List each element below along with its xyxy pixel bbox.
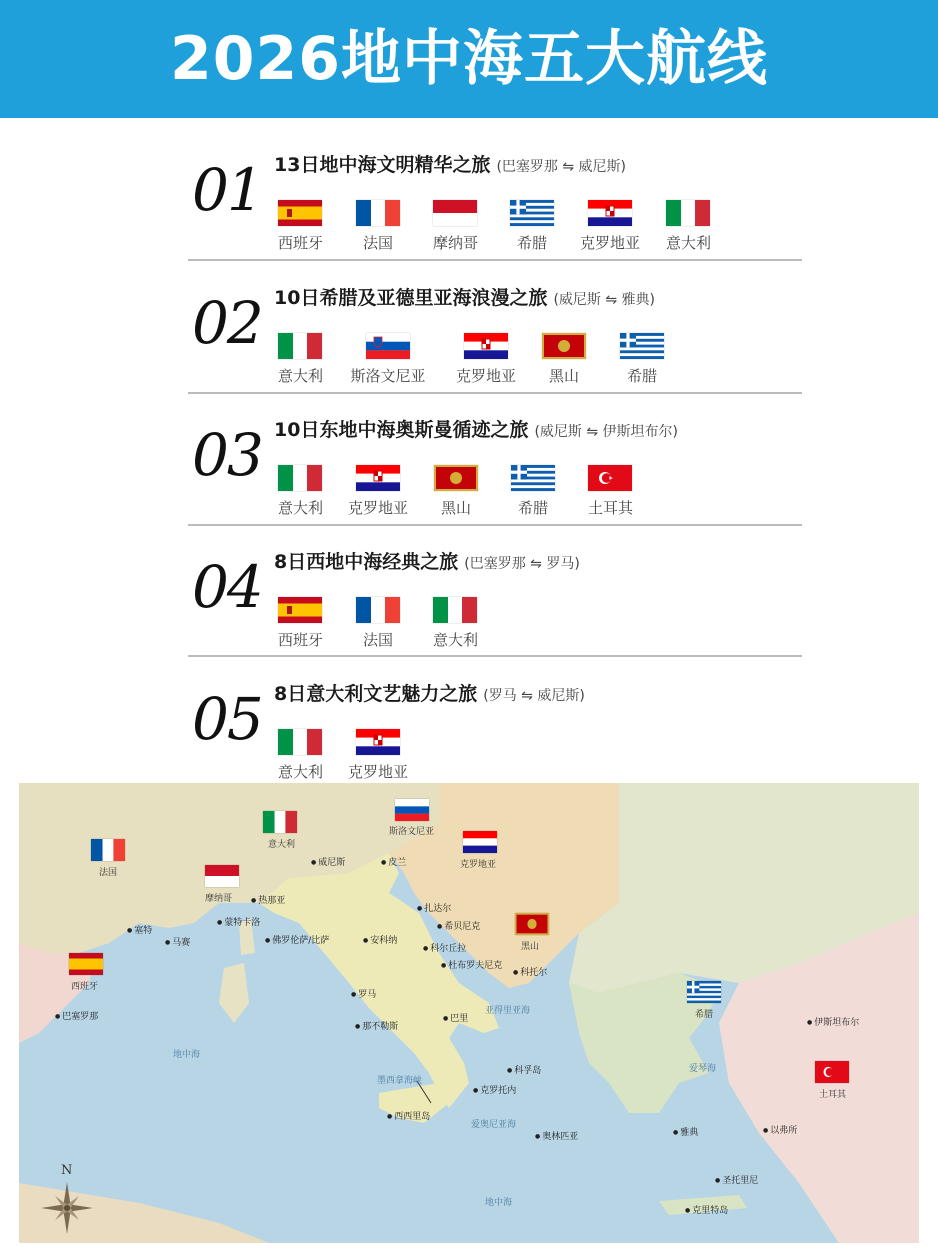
montenegro-flag-icon xyxy=(434,465,478,491)
header-banner xyxy=(0,0,938,118)
city-marker: ● 巴里 xyxy=(443,1011,468,1024)
france-flag-icon xyxy=(356,597,400,623)
compass-north-label: N xyxy=(61,1163,73,1178)
route-item xyxy=(188,657,802,789)
country-montenegro: 黑山 xyxy=(542,321,622,383)
italy-flag-icon xyxy=(278,465,322,491)
country-france: 法国 xyxy=(356,585,436,647)
route-number: 04 xyxy=(192,553,262,621)
city-marker: ● 希贝尼克 xyxy=(437,919,480,932)
city-marker: ● 科孚岛 xyxy=(507,1063,541,1076)
country-croatia: 克罗地亚 xyxy=(588,188,668,250)
croatia-flag-icon xyxy=(463,831,497,853)
route-title xyxy=(274,283,655,310)
country-spain: 西班牙 xyxy=(278,188,358,250)
city-marker: ● 科尔丘拉 xyxy=(423,941,466,954)
route-title-main: 10日东地中海奥斯曼循迹之旅 xyxy=(274,419,529,441)
city-marker: ● 安科纳 xyxy=(363,933,397,946)
country-italy: 意大利 xyxy=(278,453,358,515)
city-marker: ● 蒙特卡洛 xyxy=(217,915,260,928)
route-number: 01 xyxy=(192,156,262,224)
city-marker: ● 圣托里尼 xyxy=(715,1173,758,1186)
france-flag-icon xyxy=(356,200,400,226)
route-list xyxy=(0,118,938,781)
croatia-flag-icon xyxy=(464,333,508,359)
map-country-label: 西班牙 xyxy=(71,982,99,992)
map-country-label: 希腊 xyxy=(695,1010,714,1020)
city-marker: ● 那不勒斯 xyxy=(355,1019,398,1032)
italy-flag-icon xyxy=(278,729,322,755)
greece-flag-icon xyxy=(620,333,664,359)
spain-flag-icon xyxy=(278,597,322,623)
route-title-sub: (威尼斯 ⇋ 伊斯坦布尔) xyxy=(534,424,679,440)
country-italy: 意大利 xyxy=(666,188,746,250)
turkey-flag-icon xyxy=(815,1061,849,1083)
map-country-label: 黑山 xyxy=(521,942,540,952)
route-title xyxy=(274,415,678,442)
city-marker: ● 西西里岛 xyxy=(387,1109,430,1122)
country-montenegro: 黑山 xyxy=(434,453,514,515)
route-item xyxy=(188,261,802,393)
map-country-label: 意大利 xyxy=(268,840,296,850)
route-item xyxy=(188,525,802,657)
country-france: 法国 xyxy=(356,188,436,250)
greece-flag-icon xyxy=(511,465,555,491)
spain-flag-icon xyxy=(69,953,103,975)
route-title xyxy=(274,679,585,706)
greece-flag-icon xyxy=(510,200,554,226)
country-spain: 西班牙 xyxy=(278,585,358,647)
map-country-label: 法国 xyxy=(99,868,118,878)
city-marker: ● 杜布罗夫尼克 xyxy=(441,958,502,971)
city-marker: ● 塞特 xyxy=(127,923,152,936)
city-marker: ● 皮兰 xyxy=(381,855,406,868)
sea-label: 亚得里亚海 xyxy=(485,1006,531,1016)
turkey-flag-icon xyxy=(588,465,632,491)
country-greece: 希腊 xyxy=(510,188,590,250)
country-croatia: 克罗地亚 xyxy=(356,453,436,515)
sea-label: 爱奥尼亚海 xyxy=(471,1120,517,1130)
city-marker: ● 扎达尔 xyxy=(417,901,451,914)
route-title-sub: (威尼斯 ⇋ 雅典) xyxy=(553,292,656,308)
italy-flag-icon xyxy=(263,811,297,833)
slovenia-flag-icon xyxy=(395,799,429,821)
route-title-sub: (巴塞罗那 ⇋ 威尼斯) xyxy=(496,159,627,175)
montenegro-flag-icon xyxy=(542,333,586,359)
city-marker: ● 威尼斯 xyxy=(311,855,345,868)
city-marker: ● 克里特岛 xyxy=(685,1203,728,1216)
route-number: 03 xyxy=(192,421,262,489)
route-title xyxy=(274,547,580,574)
route-number: 02 xyxy=(192,289,262,357)
country-italy: 意大利 xyxy=(278,321,358,383)
sea-label: 墨西拿海峡 xyxy=(377,1076,423,1086)
sea-label: 爱琴海 xyxy=(689,1064,717,1074)
city-marker: ● 科托尔 xyxy=(513,965,547,978)
italy-flag-icon xyxy=(433,597,477,623)
route-item xyxy=(188,393,802,525)
country-croatia: 克罗地亚 xyxy=(356,717,436,779)
country-greece: 希腊 xyxy=(620,321,700,383)
croatia-flag-icon xyxy=(356,465,400,491)
route-item xyxy=(188,128,802,260)
map-country-label: 土耳其 xyxy=(819,1090,847,1100)
country-italy: 意大利 xyxy=(433,585,513,647)
map-country-label: 摩纳哥 xyxy=(205,894,233,904)
slovenia-flag-icon xyxy=(366,333,410,359)
route-title-main: 13日地中海文明精华之旅 xyxy=(274,154,491,176)
route-number: 05 xyxy=(192,685,262,753)
city-marker: ● 以弗所 xyxy=(763,1123,797,1136)
route-title-main: 8日西地中海经典之旅 xyxy=(274,551,459,573)
sea-label: 地中海 xyxy=(485,1198,513,1208)
map-country-label: 斯洛文尼亚 xyxy=(389,827,435,837)
city-marker: ● 克罗托内 xyxy=(473,1083,516,1096)
montenegro-flag-icon xyxy=(515,913,549,935)
country-italy: 意大利 xyxy=(278,717,358,779)
croatia-flag-icon xyxy=(356,729,400,755)
city-marker: ● 雅典 xyxy=(673,1125,698,1138)
city-marker: ● 奥林匹亚 xyxy=(535,1129,578,1142)
city-marker: ● 热那亚 xyxy=(251,893,285,906)
route-title-main: 10日希腊及亚德里亚海浪漫之旅 xyxy=(274,287,548,309)
city-marker: ● 巴塞罗那 xyxy=(55,1009,98,1022)
italy-flag-icon xyxy=(278,333,322,359)
spain-flag-icon xyxy=(278,200,322,226)
sea-label: 地中海 xyxy=(173,1050,201,1060)
monaco-flag-icon xyxy=(205,865,239,887)
city-marker: ● 罗马 xyxy=(351,987,376,1000)
country-monaco: 摩纳哥 xyxy=(433,188,513,250)
croatia-flag-icon xyxy=(588,200,632,226)
route-title-sub: (罗马 ⇋ 威尼斯) xyxy=(483,688,585,704)
country-turkey: 土耳其 xyxy=(588,453,668,515)
page-title: 2026地中海五大航线 xyxy=(170,24,768,94)
monaco-flag-icon xyxy=(433,200,477,226)
italy-flag-icon xyxy=(666,200,710,226)
city-marker: ● 马赛 xyxy=(165,935,190,948)
city-marker: ● 伊斯坦布尔 xyxy=(807,1015,859,1028)
country-slovenia: 斯洛文尼亚 xyxy=(366,321,446,383)
country-greece: 希腊 xyxy=(511,453,591,515)
mediterranean-map xyxy=(19,783,919,1243)
greece-flag-icon xyxy=(687,981,721,1003)
route-title-sub: (巴塞罗那 ⇋ 罗马) xyxy=(464,556,580,572)
city-marker: ● 佛罗伦萨/比萨 xyxy=(265,933,329,946)
france-flag-icon xyxy=(91,839,125,861)
map-country-label: 克罗地亚 xyxy=(460,860,497,870)
route-title xyxy=(274,150,626,177)
country-croatia: 克罗地亚 xyxy=(464,321,544,383)
route-title-main: 8日意大利文艺魅力之旅 xyxy=(274,683,478,705)
